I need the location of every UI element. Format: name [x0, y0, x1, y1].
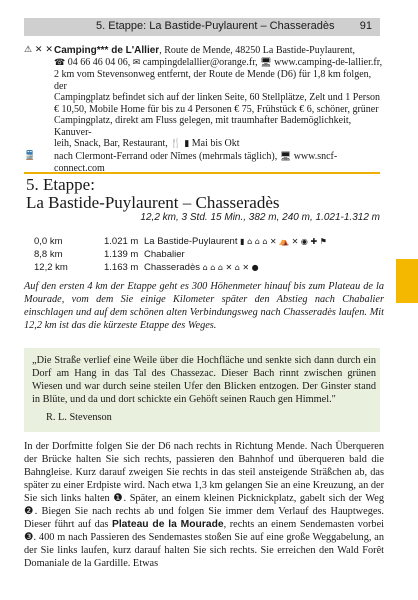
profile-place: Chabalier — [144, 249, 185, 260]
camping-address: , Route de Mende, 48250 La Bastide-Puylaurent, — [159, 45, 355, 56]
profile-altitude: 1.139 m — [104, 249, 139, 260]
web-icon: 🖥 — [279, 151, 292, 162]
train-info — [24, 151, 384, 175]
profile-table — [24, 236, 384, 275]
camping-email[interactable]: campingdelallier@orange.fr — [142, 56, 256, 68]
quote-box — [24, 348, 380, 432]
camping-desc-5: leih, Snack, Bar, Restaurant, — [54, 138, 168, 149]
quote-text: „Die Straße verlief eine Weile über die Hochfläche und senkte sich dann durch ein Dorf am Hang in das Tal des Chassezac. Dieser Bach rinnt zwischen grünen Wiesen und war durch seine steilen Ufer den Blicken entzogen. Der Ginster stand in Blüte, und da und dort schickte ein Gehöft seinen Rauch gen Himmel." — [32, 355, 376, 405]
profile-row — [24, 236, 384, 249]
running-title: 5. Etappe: La Bastide-Puylaurent – Chasseradès — [96, 20, 335, 32]
profile-altitude: 1.163 m — [104, 262, 139, 273]
amenity-icons: ⚠ ✕ ✕ — [24, 45, 53, 55]
stage-stats — [140, 212, 380, 223]
facility-icons: ⌂ ⌂ ⌂ ✕ ⌂ ✕ ● — [202, 263, 259, 272]
route-highlight: Plateau de la Mourade — [111, 519, 224, 530]
stage-intro: Auf den ersten 4 km der Etappe geht es 300 Höhenmeter hinauf bis zum Plateau de la Mourade, vom dem Sie einige Kilometer später den Abstieg nach Chabalier einschlagen und auf dem schönen alten Verbindungsweg nach Chasseradès laufen. Mit 12,2 km ist das die kürzeste Etappe des Weges. — [24, 281, 384, 331]
profile-km: 0,0 km — [34, 236, 63, 247]
profile-km: 12,2 km — [34, 262, 68, 273]
camping-web[interactable]: www.camping-de-lallier.fr — [274, 56, 380, 68]
camping-info: ⚠ ✕ ✕ Camping*** de L'Allier, Route de Mende, 48250 La Bastide-Puylaurent, ☎ 04 66 46 04 06, ✉ campingdelallier@orange.fr, 🖥 www.camping-de-lallier.fr, 2 km vom Stevensonweg entfernt, der Route de Mende (D6) für 1,8 km folgen, der Campingplatz befindet sich auf der linken Seite, 60 Stellplätze, Zelt und 1 Person € 10,50, Mobile Home für bis zu 4 Personen € 75, Frühstück € 6, schöner, grüner Campingplatz, direkt am Fluss gelegen, mit traumhafter Bademöglichkeit, Kanuver- leih, Snack, Bar, Restaurant, 🍴 ▮ Mai bis Okt — [24, 45, 383, 149]
email-icon: ✉ — [132, 57, 141, 68]
stage-title-line1: 5. Etappe: — [26, 175, 95, 194]
camping-name: Camping*** de L'Allier — [54, 45, 160, 56]
camping-entry — [24, 45, 384, 175]
quote-author: R. L. Stevenson — [46, 412, 112, 423]
running-header — [24, 18, 380, 36]
profile-place-name: Chasseradès — [144, 262, 200, 273]
profile-place — [144, 236, 327, 247]
stage-stats-text: 12,2 km, 3 Std. 15 Min., 382 m, 240 m, 1.021-1.312 m — [140, 212, 380, 223]
route-text-2: , rechts an einem Sendemasten vorbei ❸. 400 m nach Passieren des Sendemastes stoßen Sie auf eine große Weggabelung, an der Sie links laufen, kurz darauf halten Sie sich rechts. Sie erreichen den Wald Forêt Domaniale de la Gardille. Etwas — [24, 519, 384, 569]
profile-altitude: 1.021 m — [104, 236, 139, 247]
route-text-1: In der Dorfmitte folgen Sie der D6 nach rechts in Richtung Mende. Nach Überqueren der Brücke halten Sie sich rechts, passieren den Bahnhof und überqueren bald die Bahngleise. Kurz darauf zweigen Sie rechts in das steil ansteigende Sträßchen ab, das später zu einer Erdpiste wird. Nach etwa 1,3 km gelangen Sie an eine Kreuzung, an der Sie sich links halten ❶. Später, an einem kleinen Picknickplatz, gabelt sich der Weg ❷. Biegen Sie nach rechts ab und folgen Sie immer dem Verlauf des Hauptweges. Dieser führt auf das — [24, 441, 384, 530]
web-icon: 🖥 — [260, 57, 272, 68]
camping-desc-1: 2 km vom Stevensonweg entfernt, der Route de Mende (D6) für 1,8 km folgen, der — [54, 69, 372, 92]
profile-row — [24, 249, 384, 262]
facility-icons: ▮ ⌂ ⌂ ⌂ ✕ ⛺ ✕ ◉ ✚ ⚑ — [240, 237, 327, 246]
stage-heading — [24, 172, 380, 212]
profile-row — [24, 262, 384, 275]
phone-icon: ☎ — [54, 57, 66, 68]
profile-place-name: La Bastide-Puylaurent — [144, 236, 238, 247]
camping-desc-3: € 10,50, Mobile Home für bis zu 4 Personen € 75, Frühstück € 6, schöner, grüner — [54, 103, 379, 115]
camping-phone: 04 66 46 04 06 — [67, 56, 128, 68]
route-description — [24, 440, 384, 570]
train-text: nach Clermont-Ferrand oder Nîmes (mehrmals täglich), — [54, 150, 278, 162]
restaurant-icon: 🍴 ▮ — [170, 139, 190, 149]
profile-place — [144, 262, 259, 273]
page-number: 91 — [359, 20, 372, 32]
camping-desc-2: Campingplatz befindet sich auf der linken Seite, 60 Stellplätze, Zelt und 1 Person — [54, 92, 381, 103]
chapter-tab — [396, 259, 418, 303]
train-icon: 🚆 — [24, 150, 36, 161]
train-web[interactable]: www.sncf-connect.com — [54, 150, 338, 174]
camping-desc-6: Mai bis Okt — [191, 138, 240, 149]
stage-title-line2: La Bastide-Puylaurent – Chasseradès — [26, 193, 280, 212]
camping-desc-4: Campingplatz, direkt am Fluss gelegen, mit traumhafter Bademöglichkeit, Kanuver- — [54, 115, 352, 138]
profile-km: 8,8 km — [34, 249, 63, 260]
